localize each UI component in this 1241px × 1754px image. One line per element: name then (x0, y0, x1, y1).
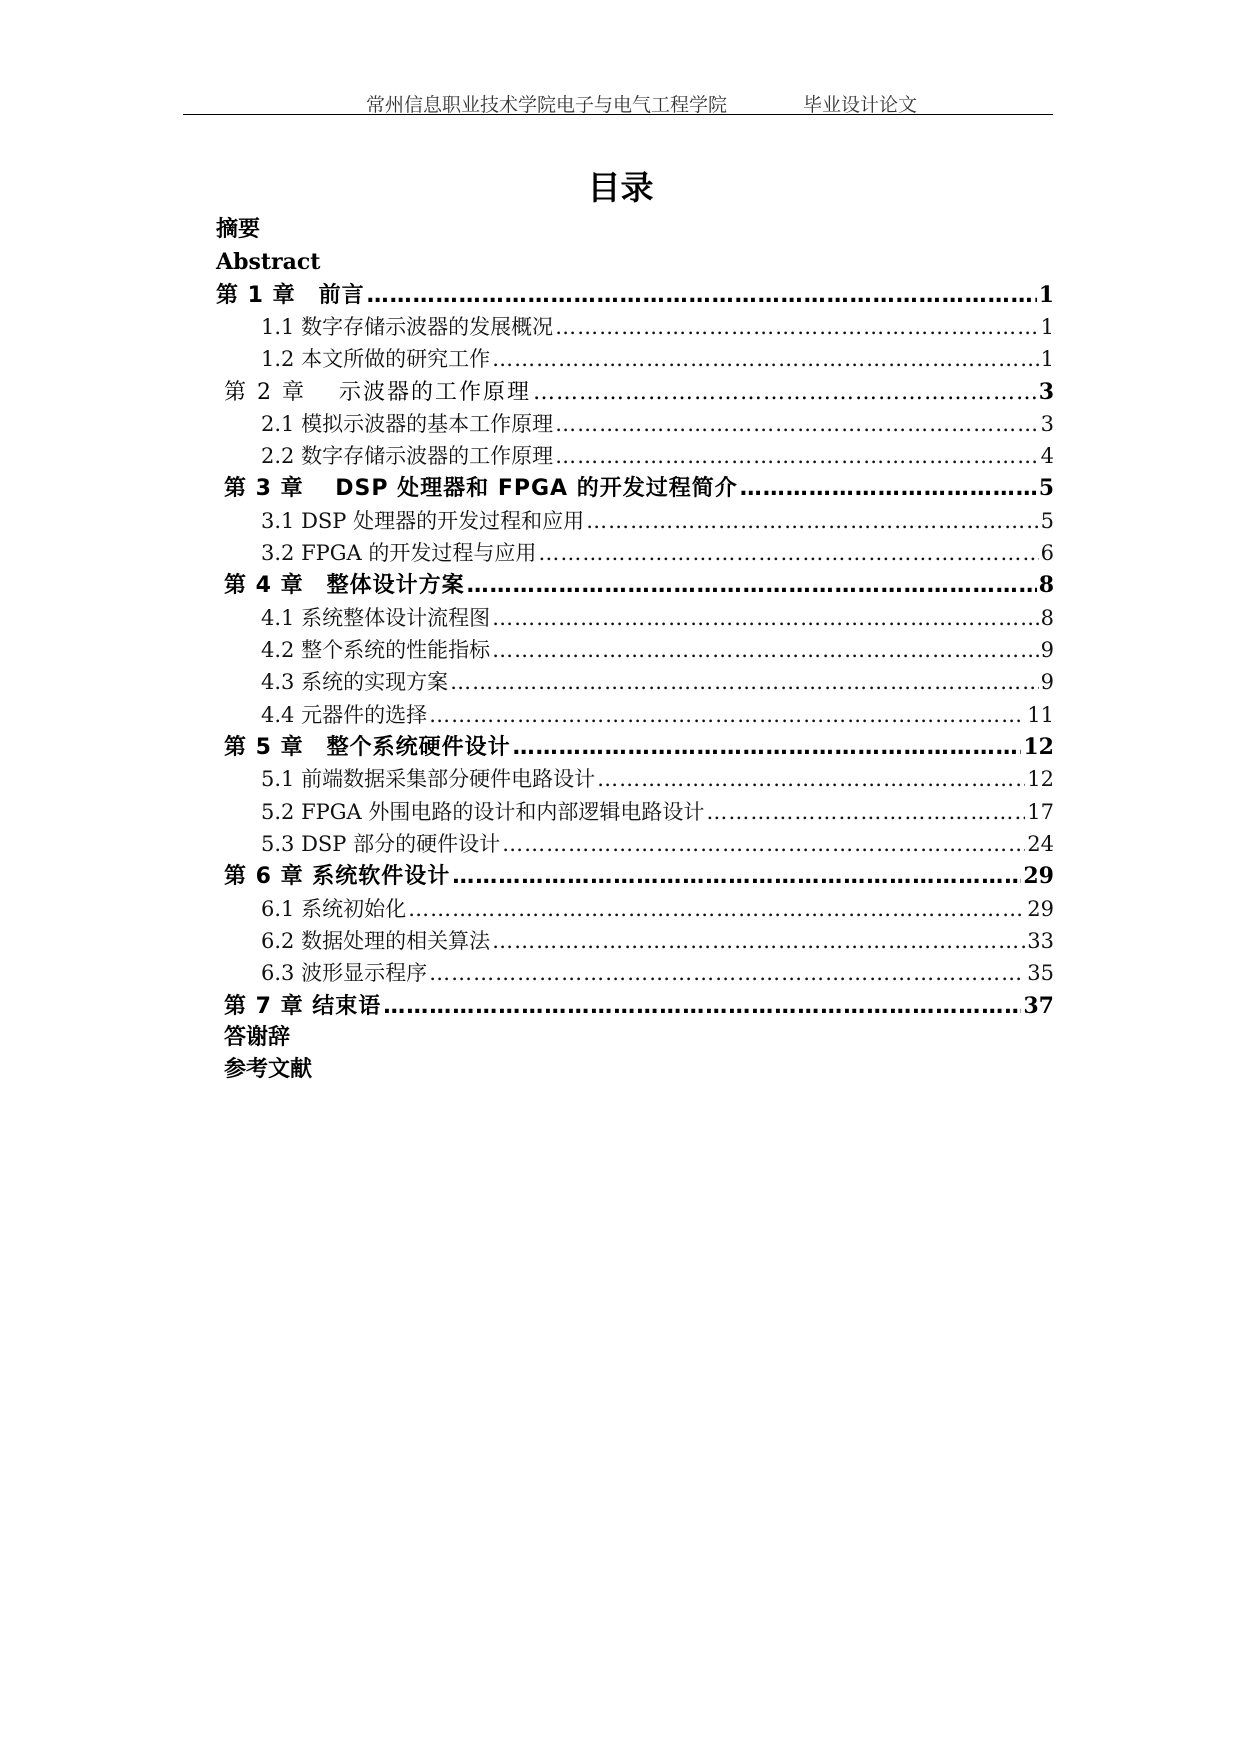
toc-entry-page: 3 (1038, 379, 1054, 405)
page-header (183, 86, 1053, 115)
toc-entry-page: 8 (1040, 606, 1054, 630)
toc-entry-label: 5.1 前端数据采集部分硬件电路设计 (261, 767, 596, 791)
toc-entry-page: 33 (1027, 929, 1054, 953)
toc-entry-label: 第 2 章 示波器的工作原理 (224, 380, 531, 405)
toc-entry-label: 2.1 模拟示波器的基本工作原理 (261, 412, 554, 436)
toc-entry-page: 8 (1038, 572, 1054, 598)
toc-abstract-cn: 摘要 (216, 217, 261, 242)
toc-entry-page: 1 (1038, 282, 1054, 308)
toc-entry-page: 29 (1023, 863, 1054, 889)
toc-entry-chapter-1[interactable] (216, 280, 1054, 310)
toc-entry-label: 5.2 FPGA 外围电路的设计和内部逻辑电路设计 (261, 800, 705, 824)
dot-leader (467, 571, 1037, 601)
dot-leader (383, 992, 1021, 1022)
toc-entry-chapter-5[interactable] (224, 732, 1054, 762)
dot-leader (450, 667, 1039, 697)
toc-thanks[interactable]: 答谢辞 (224, 1025, 291, 1050)
dot-leader (555, 312, 1039, 342)
toc-entry-label: 3.2 FPGA 的开发过程与应用 (261, 541, 537, 565)
toc-entry-chapter-2[interactable] (224, 377, 1054, 407)
toc-entry-label: 第 7 章 结束语 (224, 994, 382, 1019)
toc-entry-section-1-2[interactable] (261, 344, 1054, 374)
toc-entry-page: 9 (1040, 638, 1054, 662)
toc-entry-section-2-2[interactable] (261, 441, 1054, 471)
toc-entry-section-5-2[interactable] (261, 797, 1054, 827)
toc-entry-section-1-1[interactable] (261, 312, 1054, 342)
toc-entry-section-6-2[interactable] (261, 926, 1054, 956)
toc-entry-page: 17 (1027, 800, 1054, 824)
toc-entry-page: 12 (1023, 734, 1054, 760)
dot-leader (597, 764, 1025, 794)
toc-entry-label: 第 4 章 整体设计方案 (224, 573, 465, 598)
dot-leader (429, 958, 1025, 988)
dot-leader (367, 281, 1037, 311)
dot-leader (492, 926, 1025, 956)
toc-entry-label: 4.1 系统整体设计流程图 (261, 606, 491, 630)
toc-entry-section-4-1[interactable] (261, 603, 1054, 633)
toc-entry-section-5-3[interactable] (261, 829, 1054, 859)
toc-entry-label: 1.1 数字存储示波器的发展概况 (261, 315, 554, 339)
toc-entry-page: 6 (1040, 541, 1054, 565)
dot-leader (586, 506, 1039, 536)
toc-entry-label: 第 5 章 整个系统硬件设计 (224, 735, 511, 760)
toc-entry-chapter-7[interactable] (224, 991, 1054, 1021)
dot-leader (706, 797, 1025, 827)
toc-entry-label: 6.1 系统初始化 (261, 897, 407, 921)
toc-entry-page: 4 (1040, 444, 1054, 468)
toc-title: 目录 (587, 168, 654, 207)
dot-leader (740, 474, 1037, 504)
toc-entry-label: 6.2 数据处理的相关算法 (261, 929, 491, 953)
toc-entry-section-3-1[interactable] (261, 506, 1054, 536)
dot-leader (533, 378, 1037, 408)
toc-entry-page: 1 (1040, 347, 1054, 371)
toc-entry-chapter-3[interactable] (224, 473, 1054, 503)
dot-leader (538, 538, 1038, 568)
toc-entry-page: 5 (1038, 475, 1054, 501)
dot-leader (492, 603, 1039, 633)
toc-entry-page: 12 (1027, 767, 1054, 791)
toc-entry-label: 2.2 数字存储示波器的工作原理 (261, 444, 554, 468)
toc-entry-label: 第 3 章 DSP 处理器和 FPGA 的开发过程简介 (224, 476, 738, 501)
toc-entry-page: 35 (1027, 961, 1054, 985)
toc-entry-section-3-2[interactable] (261, 538, 1054, 568)
toc-entry-label: 5.3 DSP 部分的硬件设计 (261, 832, 501, 856)
dot-leader (452, 862, 1021, 892)
toc-entry-section-4-2[interactable] (261, 635, 1054, 665)
toc-entry-section-2-1[interactable] (261, 409, 1054, 439)
toc-entry-page: 24 (1027, 832, 1054, 856)
toc-entry-page: 9 (1040, 670, 1054, 694)
toc-entry-page: 1 (1040, 315, 1054, 339)
toc-entry-section-6-1[interactable] (261, 894, 1054, 924)
toc-entry-label: 4.4 元器件的选择 (261, 703, 428, 727)
toc-entry-label: 第 1 章 前言 (216, 283, 365, 308)
toc-abstract-en: Abstract (216, 249, 321, 275)
toc-entry-section-6-3[interactable] (261, 958, 1054, 988)
dot-leader (513, 733, 1022, 763)
toc-entry-page: 37 (1023, 993, 1054, 1019)
toc-entry-section-5-1[interactable] (261, 764, 1054, 794)
toc-entry-label: 4.3 系统的实现方案 (261, 670, 449, 694)
dot-leader (555, 409, 1039, 439)
toc-entry-page: 11 (1027, 703, 1054, 727)
toc-entry-chapter-6[interactable] (224, 861, 1054, 891)
toc-entry-label: 4.2 整个系统的性能指标 (261, 638, 491, 662)
dot-leader (502, 829, 1025, 859)
dot-leader (492, 344, 1039, 374)
toc-references[interactable]: 参考文献 (224, 1057, 313, 1082)
toc-entry-section-4-4[interactable] (261, 700, 1054, 730)
toc-entry-page: 5 (1040, 509, 1054, 533)
toc-entry-label: 1.2 本文所做的研究工作 (261, 347, 491, 371)
header-doc-type: 毕业设计论文 (803, 94, 918, 116)
dot-leader (492, 635, 1039, 665)
dot-leader (555, 441, 1039, 471)
toc-entry-chapter-4[interactable] (224, 570, 1054, 600)
toc-entry-label: 第 6 章 系统软件设计 (224, 864, 451, 889)
toc-entry-label: 6.3 波形显示程序 (261, 961, 428, 985)
header-school: 常州信息职业技术学院电子与电气工程学院 (366, 94, 728, 116)
dot-leader (408, 894, 1025, 924)
toc-entry-label: 3.1 DSP 处理器的开发过程和应用 (261, 509, 585, 533)
toc-entry-page: 3 (1040, 412, 1054, 436)
toc-entry-page: 29 (1027, 897, 1054, 921)
dot-leader (429, 700, 1025, 730)
toc-entry-section-4-3[interactable] (261, 667, 1054, 697)
